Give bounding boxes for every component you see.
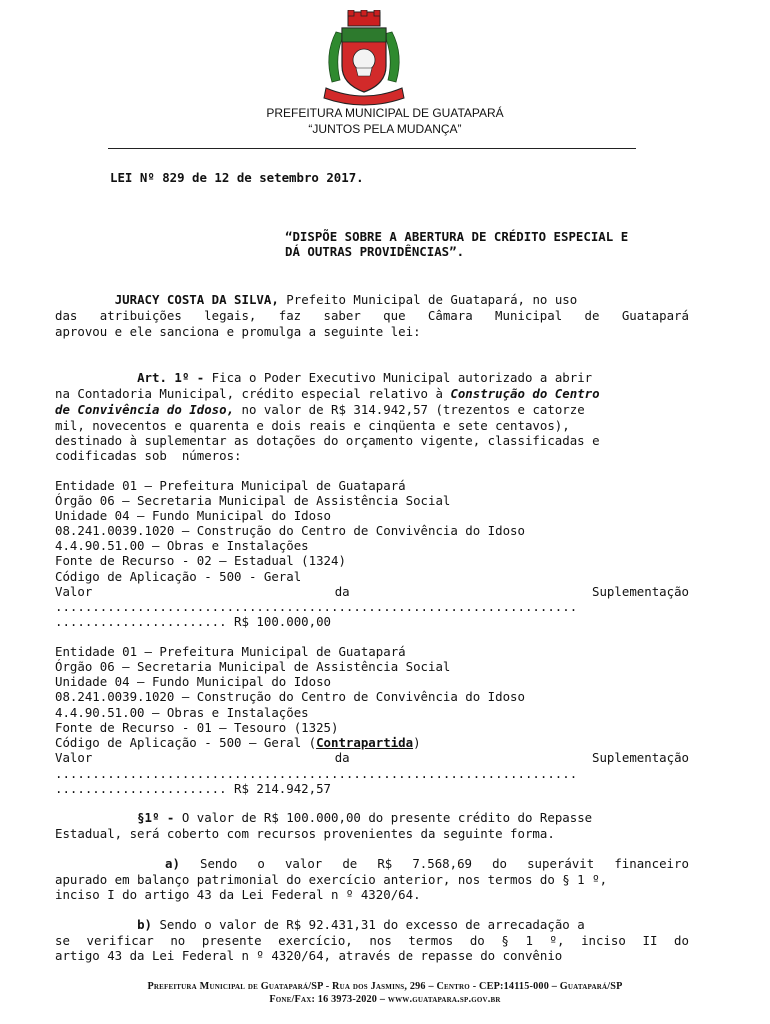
block2-valor-row: Valor da Suplementação — [55, 750, 689, 765]
par1-line-1: §1º - O valor de R$ 100.000,00 do presente crédito do Repasse — [137, 810, 593, 825]
par1-label: §1º - — [137, 810, 175, 825]
art1-line-4: mil, novecentos e quarenta e dois reais e cinqüenta e sete centavos), — [55, 418, 570, 433]
header-org-name: PREFEITURA MUNICIPAL DE GUATAPARÁ — [266, 106, 504, 120]
block1-line-7: Código de Aplicação - 500 - Geral — [55, 569, 302, 584]
item-b-line-3: artigo 43 da Lei Federal n º 4320/64, através de repasse do convênio — [55, 948, 563, 963]
block1-dots: ...................................................................... — [55, 599, 578, 614]
block1-line-5: 4.4.90.51.00 – Obras e Instalações — [55, 538, 309, 553]
art1-line-5: destinado à suplementar as dotações do orçamento vigente, classificadas e — [55, 433, 600, 448]
header-divider — [108, 148, 636, 149]
ementa-line-2: DÁ OUTRAS PROVIDÊNCIAS”. — [285, 244, 465, 259]
block2-line-1: Entidade 01 – Prefeitura Municipal de Guatapará — [55, 644, 406, 659]
art1-line-2: na Contadoria Municipal, crédito especial relativo à Construção do Centro — [55, 386, 600, 401]
art1-line-6: codificadas sob números: — [55, 448, 242, 463]
block2-dots: ...................................................................... — [55, 766, 578, 781]
preamble-line-1: JURACY COSTA DA SILVA, Prefeito Municipal de Guatapará, no uso — [114, 292, 578, 307]
block1-valor-row: Valor da Suplementação — [55, 584, 689, 599]
block1-line-3: Unidade 04 – Fundo Municipal do Idoso — [55, 508, 332, 523]
item-a-line-3: inciso I do artigo 43 da Lei Federal n º 4320/64. — [55, 887, 421, 902]
block2-line-3: Unidade 04 – Fundo Municipal do Idoso — [55, 674, 332, 689]
item-a-line-1: a) Sendo o valor de R$ 7.568,69 do superávit financeiro — [165, 856, 689, 871]
art1-label: Art. 1º - — [137, 370, 205, 385]
contrapartida-label: Contrapartida — [316, 735, 414, 750]
mayor-name: JURACY COSTA DA SILVA, — [114, 292, 279, 307]
item-b-line-2: se verificar no presente exercício, nos termos do § 1 º, inciso II do — [55, 933, 689, 948]
block2-line-6: Fonte de Recurso - 01 – Tesouro (1325) — [55, 720, 339, 735]
footer-address: Prefeitura Municipal de Guatapará/SP - Rua dos Jasmins, 296 – Centro - CEP:14115-000 – Guatapará/SP — [147, 981, 623, 992]
par1-line-2: Estadual, será coberto com recursos provenientes da seguinte forma. — [55, 826, 555, 841]
block1-line-2: Órgão 06 – Secretaria Municipal de Assistência Social — [55, 493, 451, 508]
block1-line-1: Entidade 01 – Prefeitura Municipal de Guatapará — [55, 478, 406, 493]
block1-amount: ....................... R$ 100.000,00 — [55, 614, 332, 629]
item-a-line-2: apurado em balanço patrimonial do exercício anterior, nos termos do § 1 º, — [55, 872, 608, 887]
law-title: LEI Nº 829 de 12 de setembro 2017. — [110, 170, 364, 185]
preamble-line-2: das atribuições legais, faz saber que Câmara Municipal de Guatapará — [55, 308, 689, 323]
item-b-line-1: b) Sendo o valor de R$ 92.431,31 do excesso de arrecadação a — [137, 917, 585, 932]
item-a-label: a) — [165, 856, 180, 871]
footer-contact: Fone/Fax: 16 3973-2020 – www.guatapara.sp.gov.br — [269, 994, 501, 1005]
ementa-line-1: “DISPÕE SOBRE A ABERTURA DE CRÉDITO ESPECIAL E — [285, 229, 629, 244]
header-slogan: “JUNTOS PELA MUDANÇA” — [308, 122, 462, 136]
art1-line-3: de Convivência do Idoso, no valor de R$ 314.942,57 (trezentos e catorze — [55, 402, 585, 417]
preamble-line-3: aprovou e ele sanciona e promulga a seguinte lei: — [55, 324, 421, 339]
block1-line-6: Fonte de Recurso - 02 – Estadual (1324) — [55, 553, 346, 568]
block2-line-4: 08.241.0039.1020 – Construção do Centro de Convivência do Idoso — [55, 689, 525, 704]
block2-line-7: Código de Aplicação - 500 – Geral (Contrapartida) — [55, 735, 421, 750]
block2-amount: ....................... R$ 214.942,57 — [55, 781, 332, 796]
municipal-coat-of-arms-icon — [318, 10, 410, 108]
art1-line-1: Art. 1º - Fica o Poder Executivo Municipal autorizado a abrir — [137, 370, 593, 385]
block1-line-4: 08.241.0039.1020 – Construção do Centro de Convivência do Idoso — [55, 523, 525, 538]
block2-line-5: 4.4.90.51.00 – Obras e Instalações — [55, 705, 309, 720]
item-b-label: b) — [137, 917, 152, 932]
block2-line-2: Órgão 06 – Secretaria Municipal de Assistência Social — [55, 659, 451, 674]
